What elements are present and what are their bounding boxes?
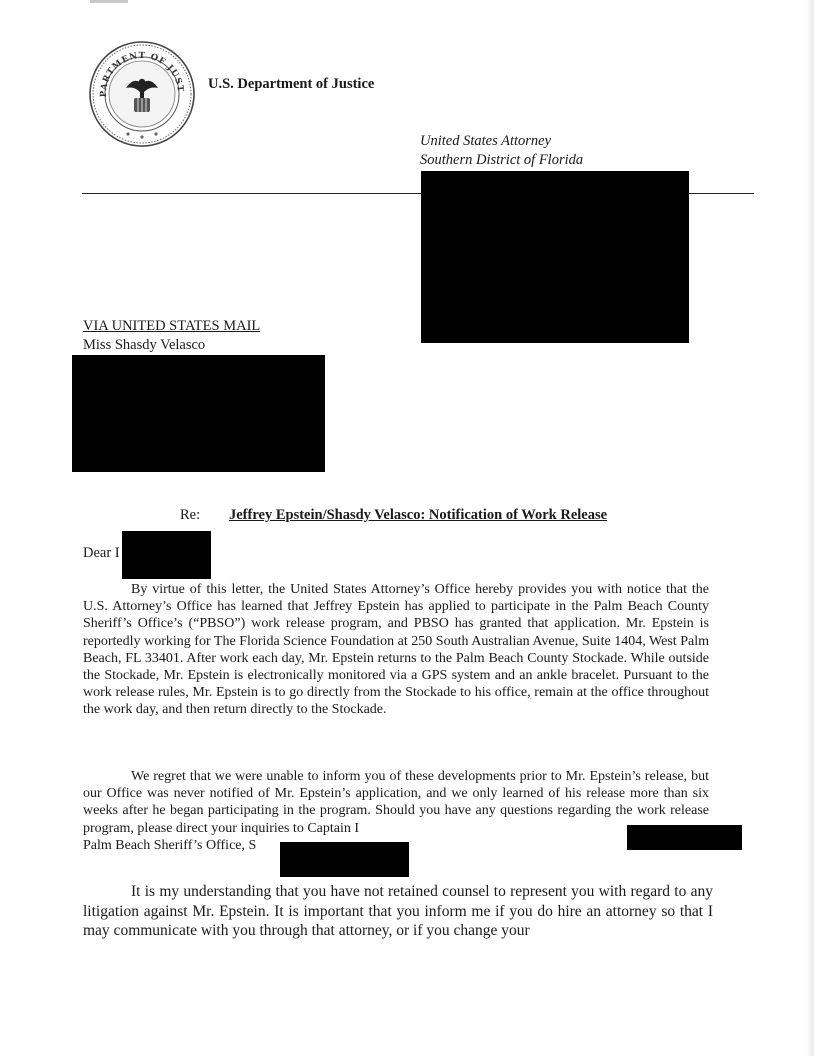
- salutation: Dear I: [83, 545, 120, 561]
- re-label: Re:: [180, 507, 201, 523]
- scan-artifact: [90, 0, 128, 3]
- office-district: Southern District of Florida: [420, 152, 584, 168]
- agency-name: U.S. Department of Justice: [208, 76, 375, 92]
- paragraph-regret: We regret that we were unable to inform you of these developments prior to Mr. Epstein’s release, but our Office was never notified of Mr. Epstein’s application, and we only learned of his release more than six weeks after he began participating in the program. Should you have any questions regarding the work release program, please direct your inquiries to Captain I: [83, 769, 709, 836]
- office-block: [420, 132, 583, 170]
- seal-stars: [126, 132, 157, 138]
- paragraph-notice: By virtue of this letter, the United States Attorney’s Office hereby provides you with notice that the U.S. Attorney’s Office has learned that Jeffrey Epstein has applied to participate in the Palm Beach County Sheriff’s Office’s (“PBSO”) work release program, and PBSO has granted that application. Mr. Epstein is reportedly working for The Florida Science Foundation at 250 South Australian Avenue, Suite 1404, West Palm Beach, FL 33401. After work each day, Mr. Epstein returns to the Palm Beach County Stockade. While outside the Stockade, Mr. Epstein is electronically monitored via a GPS system and an ankle bracelet. Pursuant to the work release rules, Mr. Epstein is to go directly from the Stockade to his office, remain at the office throughout the work day, and then return directly to the Stockade.: [83, 582, 709, 718]
- delivery-method: VIA UNITED STATES MAIL: [83, 318, 261, 334]
- redaction-box-office-address: [421, 171, 689, 343]
- doj-seal: [88, 40, 196, 148]
- paragraph-regret-tail: Palm Beach Sheriff’s Office, S: [83, 838, 257, 853]
- page-edge-shadow: [806, 0, 814, 1056]
- redaction-box-recipient-address: [72, 355, 325, 472]
- doj-seal-graphic: [88, 40, 196, 148]
- redaction-box-salutation-name: [122, 531, 211, 579]
- seal-text: PARTMENT OF JUST: [98, 50, 186, 98]
- re-subject: Jeffrey Epstein/Shasdy Velasco: Notification of Work Release: [229, 507, 608, 523]
- office-title: United States Attorney: [420, 133, 552, 149]
- recipient-name: Miss Shasdy Velasco: [83, 337, 206, 353]
- paragraph-counsel: It is my understanding that you have not retained counsel to represent you with regard to any litigation against Mr. Epstein. It is important that you inform me if you do hire an attorney so that I may communicate with you through that attorney, or if you change your: [83, 883, 713, 939]
